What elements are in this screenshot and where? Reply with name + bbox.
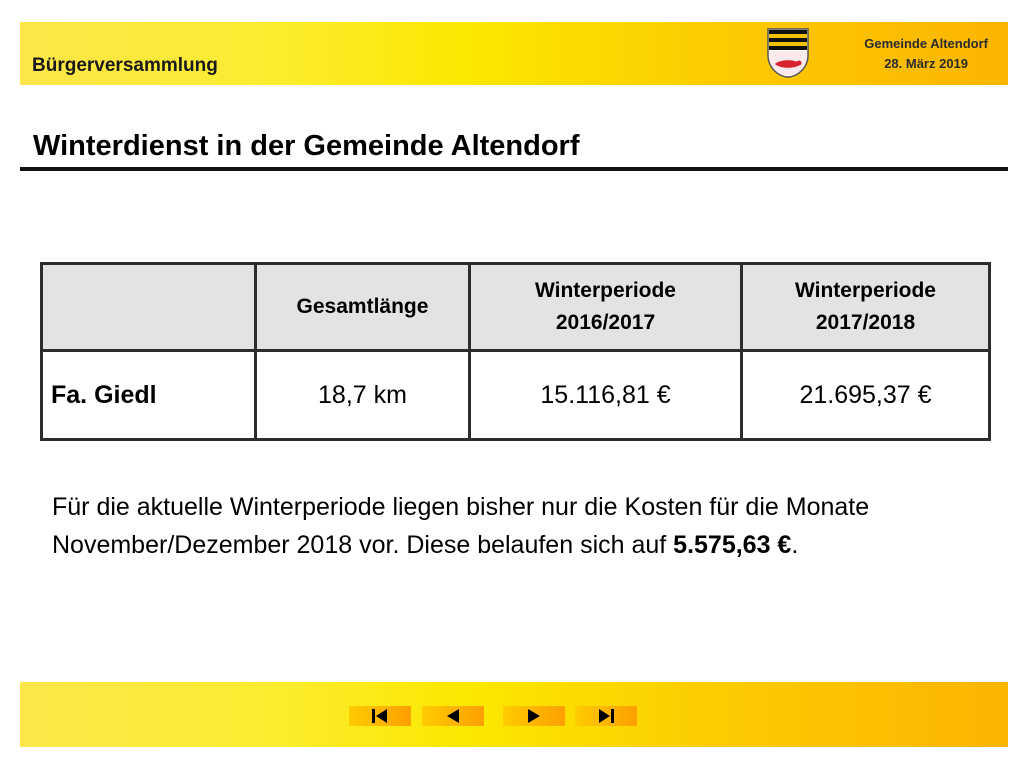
table-row (42, 351, 990, 440)
table-header-length: Gesamtlänge (256, 264, 470, 351)
page-title: Winterdienst in der Gemeinde Altendorf (33, 130, 580, 162)
note-end: . (791, 531, 799, 559)
table-cell-cost-2017-2018: 21.695,37 € (742, 351, 990, 440)
table-header-period-2017-2018 (742, 264, 990, 351)
table-header-period-2016-2017 (470, 264, 742, 351)
header-banner (20, 22, 1008, 85)
organization-block (864, 34, 988, 74)
table-header-row (42, 264, 990, 351)
table-cell-company: Fa. Giedl (42, 351, 256, 440)
meeting-label: Bürgerversammlung (32, 55, 218, 76)
table-cell-cost-2016-2017: 15.116,81 € (470, 351, 742, 440)
next-slide-button[interactable] (503, 706, 565, 726)
previous-slide-icon (442, 708, 464, 724)
table-cell-length: 18,7 km (256, 351, 470, 440)
last-slide-icon (595, 708, 617, 724)
note-text: Für die aktuelle Winterperiode liegen bisher nur die Kosten für die Monate November/Dezember 2018 vor. Diese belaufen sich auf (52, 493, 870, 559)
title-divider (20, 167, 1008, 171)
previous-slide-button[interactable] (422, 706, 484, 726)
header-period-2017-2018-text: Winterperiode 2017/2018 (795, 279, 936, 334)
cost-note (52, 488, 952, 564)
first-slide-icon (369, 708, 391, 724)
first-slide-button[interactable] (349, 706, 411, 726)
cost-table (40, 262, 991, 441)
next-slide-icon (523, 708, 545, 724)
last-slide-button[interactable] (575, 706, 637, 726)
meeting-date: 28. März 2019 (884, 56, 969, 71)
header-period-2016-2017-text: Winterperiode 2016/2017 (535, 279, 676, 334)
table-header-empty (42, 264, 256, 351)
organization-name: Gemeinde Altendorf (864, 36, 988, 51)
municipal-crest-icon (766, 27, 810, 79)
note-amount: 5.575,63 € (673, 531, 792, 559)
